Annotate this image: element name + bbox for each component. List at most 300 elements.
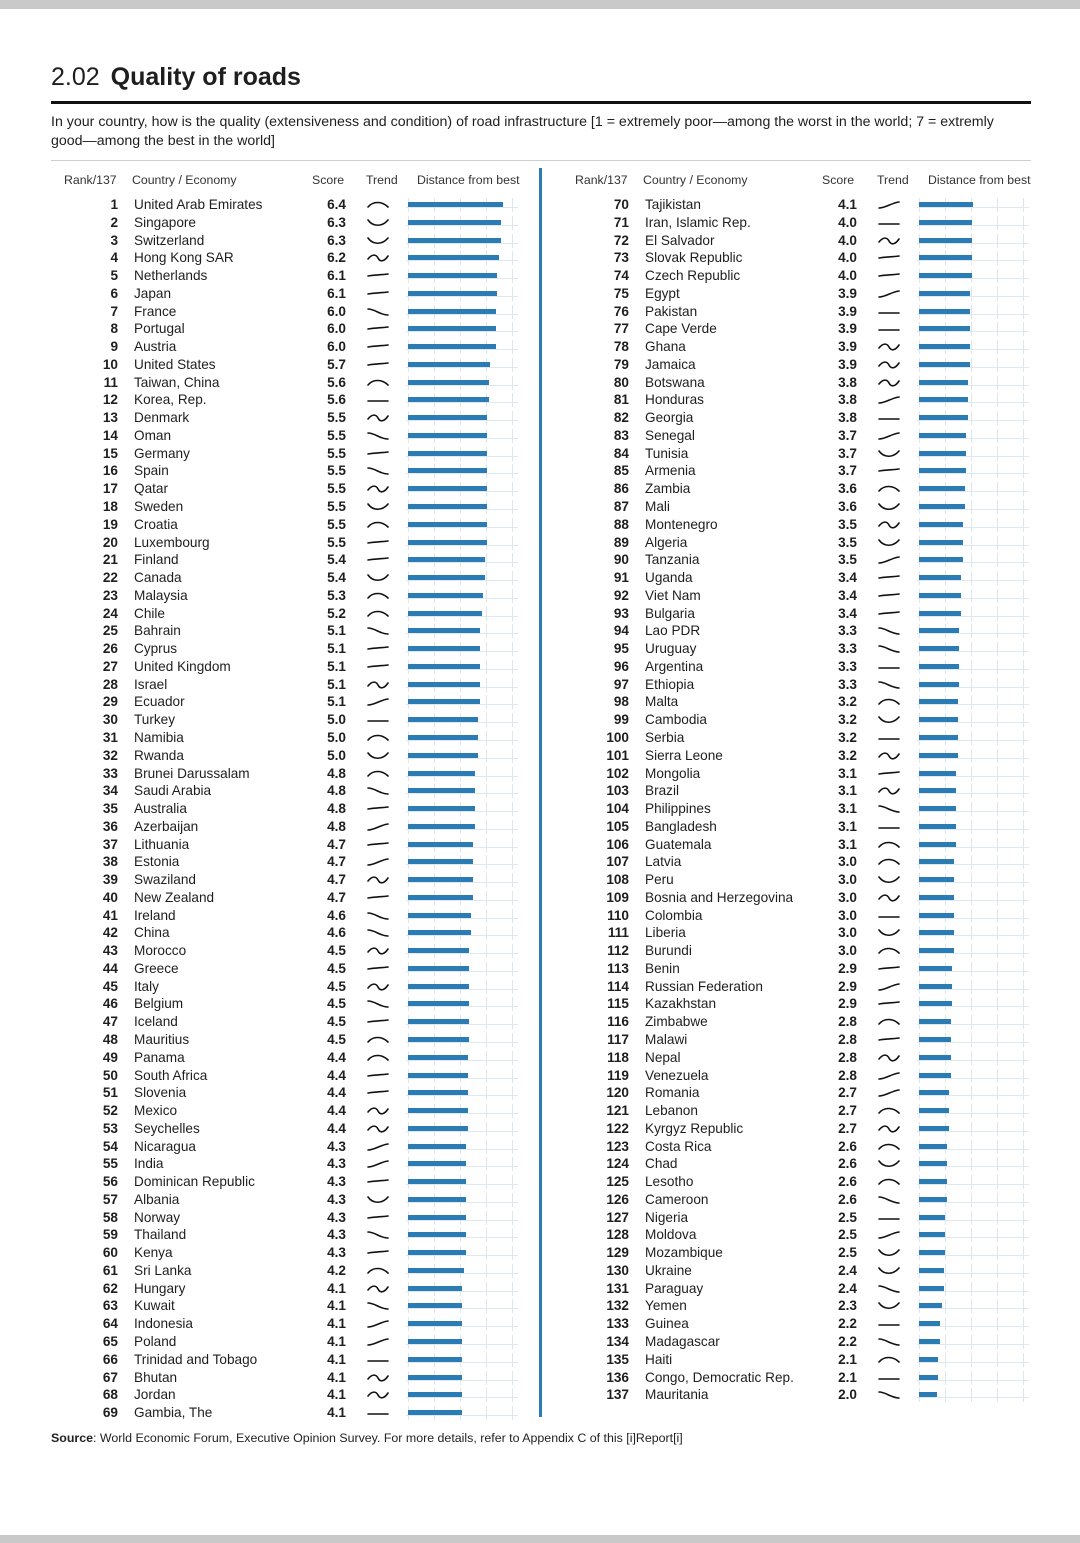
score-cell: 5.5 bbox=[327, 445, 346, 461]
score-bar bbox=[408, 948, 469, 953]
score-bar bbox=[919, 309, 970, 314]
trend-line bbox=[879, 380, 899, 386]
track-baseline bbox=[406, 1273, 518, 1274]
score-cell: 2.2 bbox=[838, 1334, 857, 1349]
track-baseline bbox=[917, 545, 1029, 546]
trend-sparkline-icon bbox=[877, 874, 901, 886]
country-cell: Argentina bbox=[645, 658, 704, 674]
rank-cell: 18 bbox=[102, 499, 118, 515]
track-gridline bbox=[512, 838, 513, 852]
country-cell: Germany bbox=[134, 445, 190, 461]
score-bar bbox=[408, 895, 473, 900]
track-gridline bbox=[997, 589, 998, 603]
trend-sparkline-icon bbox=[366, 1105, 390, 1117]
trend-line bbox=[368, 345, 388, 347]
track-gridline bbox=[997, 1353, 998, 1367]
header-distance-left: Distance from best bbox=[417, 173, 520, 187]
country-cell: Jordan bbox=[134, 1387, 176, 1403]
trend-line bbox=[368, 1144, 388, 1150]
score-cell: 3.0 bbox=[838, 854, 857, 870]
track-gridline bbox=[997, 820, 998, 834]
trend-sparkline-icon bbox=[877, 1105, 901, 1117]
rank-cell: 137 bbox=[606, 1387, 629, 1403]
score-cell: 3.4 bbox=[838, 587, 857, 603]
track-baseline bbox=[406, 580, 518, 581]
score-cell: 3.8 bbox=[838, 392, 857, 408]
track-gridline bbox=[997, 1371, 998, 1385]
rank-cell: 51 bbox=[102, 1085, 118, 1101]
rank-cell: 19 bbox=[102, 516, 118, 532]
trend-line bbox=[879, 540, 899, 545]
track-baseline bbox=[406, 776, 518, 777]
track-baseline bbox=[406, 740, 518, 741]
track-gridline bbox=[971, 997, 972, 1011]
question-description: In your country, how is the quality (extensiveness and condition) of road infrastructure [1 = extremely poor—among the worst in the world; 7 = extremly good—among the best in the world] bbox=[51, 114, 994, 149]
country-cell: Chad bbox=[645, 1156, 678, 1172]
track-baseline bbox=[406, 864, 518, 865]
distance-track bbox=[917, 1102, 1029, 1120]
distance-track bbox=[917, 249, 1029, 267]
trend-sparkline-icon bbox=[366, 803, 390, 815]
track-baseline bbox=[917, 456, 1029, 457]
track-baseline bbox=[406, 847, 518, 848]
distance-track bbox=[406, 1067, 518, 1085]
trend-line bbox=[368, 1375, 388, 1381]
track-baseline bbox=[917, 562, 1029, 563]
track-gridline bbox=[486, 695, 487, 709]
country-cell: Algeria bbox=[645, 534, 688, 550]
track-gridline bbox=[1023, 1175, 1024, 1189]
score-bar bbox=[408, 1055, 468, 1060]
track-gridline bbox=[1023, 1140, 1024, 1154]
trend-line bbox=[879, 1286, 899, 1292]
trend-line bbox=[368, 238, 388, 243]
score-cell: 2.9 bbox=[838, 960, 857, 976]
trend-line bbox=[879, 504, 899, 509]
trend-line bbox=[879, 772, 899, 774]
track-gridline bbox=[997, 269, 998, 283]
rank-cell: 17 bbox=[102, 481, 118, 497]
distance-track bbox=[917, 1031, 1029, 1049]
track-gridline bbox=[512, 891, 513, 905]
track-gridline bbox=[512, 731, 513, 745]
track-gridline bbox=[486, 1317, 487, 1331]
country-cell: Lao PDR bbox=[645, 623, 701, 639]
track-gridline bbox=[486, 944, 487, 958]
country-cell: Netherlands bbox=[134, 268, 208, 284]
track-baseline bbox=[917, 367, 1029, 368]
distance-track bbox=[406, 853, 518, 871]
trend-sparkline-icon bbox=[366, 1354, 390, 1366]
score-bar bbox=[919, 273, 972, 278]
score-cell: 2.1 bbox=[838, 1351, 857, 1367]
trend-sparkline-icon bbox=[877, 679, 901, 691]
country-cell: Haiti bbox=[645, 1351, 673, 1367]
trend-line bbox=[368, 682, 388, 688]
track-gridline bbox=[512, 251, 513, 265]
score-bar bbox=[408, 1286, 462, 1291]
rank-cell: 76 bbox=[613, 303, 629, 319]
track-gridline bbox=[1023, 607, 1024, 621]
track-gridline bbox=[945, 1299, 946, 1313]
track-gridline bbox=[971, 1086, 972, 1100]
score-bar bbox=[408, 1250, 466, 1255]
track-gridline bbox=[1023, 1353, 1024, 1367]
score-cell: 3.3 bbox=[838, 623, 857, 639]
trend-sparkline-icon bbox=[877, 483, 901, 495]
trend-sparkline-icon bbox=[366, 963, 390, 975]
distance-track bbox=[406, 1297, 518, 1315]
track-gridline bbox=[1023, 802, 1024, 816]
track-gridline bbox=[1023, 1051, 1024, 1065]
country-cell: Colombia bbox=[645, 907, 703, 923]
trend-sparkline-icon bbox=[877, 821, 901, 833]
trend-sparkline-icon bbox=[366, 608, 390, 620]
track-baseline bbox=[406, 349, 518, 350]
distance-track bbox=[917, 1351, 1029, 1369]
trend-sparkline-icon bbox=[877, 519, 901, 531]
country-cell: Ghana bbox=[645, 339, 686, 355]
score-bar bbox=[919, 966, 952, 971]
rank-cell: 83 bbox=[613, 427, 629, 443]
track-gridline bbox=[997, 962, 998, 976]
track-gridline bbox=[1023, 1086, 1024, 1100]
score-cell: 3.8 bbox=[838, 374, 857, 390]
distance-track bbox=[917, 338, 1029, 356]
score-cell: 2.1 bbox=[838, 1369, 857, 1385]
track-gridline bbox=[512, 909, 513, 923]
track-gridline bbox=[1023, 891, 1024, 905]
trend-line bbox=[368, 1392, 388, 1398]
indicator-name: Quality of roads bbox=[110, 63, 301, 91]
trend-sparkline-icon bbox=[877, 341, 901, 353]
track-baseline bbox=[917, 1060, 1029, 1061]
trend-line bbox=[879, 1161, 899, 1166]
distance-track bbox=[917, 800, 1029, 818]
trend-line bbox=[368, 788, 388, 794]
track-gridline bbox=[997, 997, 998, 1011]
score-cell: 3.7 bbox=[838, 463, 857, 479]
track-baseline bbox=[917, 633, 1029, 634]
rank-cell: 113 bbox=[607, 960, 629, 976]
rank-cell: 47 bbox=[102, 1014, 118, 1030]
rank-cell: 133 bbox=[606, 1316, 629, 1332]
track-gridline bbox=[997, 1193, 998, 1207]
score-bar bbox=[919, 895, 954, 900]
trend-sparkline-icon bbox=[877, 359, 901, 371]
track-gridline bbox=[997, 784, 998, 798]
country-cell: Kenya bbox=[134, 1245, 173, 1261]
country-cell: Kyrgyz Republic bbox=[645, 1120, 744, 1136]
track-gridline bbox=[486, 1193, 487, 1207]
trend-sparkline-icon bbox=[877, 732, 901, 744]
distance-track bbox=[406, 1209, 518, 1227]
track-baseline bbox=[406, 704, 518, 705]
track-gridline bbox=[1023, 909, 1024, 923]
country-cell: Malaysia bbox=[134, 587, 188, 603]
rank-cell: 24 bbox=[102, 605, 118, 621]
track-baseline bbox=[917, 811, 1029, 812]
trend-sparkline-icon bbox=[877, 696, 901, 708]
trend-sparkline-icon bbox=[366, 252, 390, 264]
trend-line bbox=[368, 1251, 388, 1253]
track-gridline bbox=[997, 234, 998, 248]
track-gridline bbox=[1023, 624, 1024, 638]
rank-cell: 129 bbox=[606, 1245, 629, 1261]
track-gridline bbox=[486, 749, 487, 763]
rank-cell: 87 bbox=[613, 499, 629, 515]
country-cell: Malawi bbox=[645, 1031, 688, 1047]
score-bar bbox=[919, 1392, 937, 1397]
rank-cell: 46 bbox=[102, 996, 118, 1012]
rank-cell: 55 bbox=[102, 1156, 118, 1172]
track-gridline bbox=[1023, 1193, 1024, 1207]
track-gridline bbox=[486, 1211, 487, 1225]
track-gridline bbox=[1023, 838, 1024, 852]
rank-cell: 28 bbox=[102, 676, 118, 692]
country-cell: Egypt bbox=[645, 285, 680, 301]
track-gridline bbox=[971, 1015, 972, 1029]
trend-sparkline-icon bbox=[366, 839, 390, 851]
track-gridline bbox=[1023, 749, 1024, 763]
rank-cell: 30 bbox=[102, 712, 118, 728]
track-baseline bbox=[406, 420, 518, 421]
score-cell: 3.9 bbox=[838, 285, 857, 301]
trend-line bbox=[879, 930, 899, 935]
score-cell: 4.8 bbox=[327, 783, 346, 799]
track-gridline bbox=[512, 660, 513, 674]
trend-line bbox=[879, 984, 899, 990]
distance-track bbox=[406, 693, 518, 711]
rank-cell: 91 bbox=[613, 570, 629, 586]
track-baseline bbox=[406, 1095, 518, 1096]
score-bar bbox=[408, 1303, 462, 1308]
score-bar bbox=[408, 522, 487, 527]
track-gridline bbox=[971, 1299, 972, 1313]
trend-sparkline-icon bbox=[877, 270, 901, 282]
country-cell: Trinidad and Tobago bbox=[134, 1351, 258, 1367]
track-gridline bbox=[486, 820, 487, 834]
track-gridline bbox=[1023, 695, 1024, 709]
track-gridline bbox=[997, 624, 998, 638]
trend-line bbox=[879, 877, 899, 882]
country-cell: Nepal bbox=[645, 1049, 681, 1065]
track-gridline bbox=[997, 340, 998, 354]
track-gridline bbox=[1023, 305, 1024, 319]
trend-line bbox=[368, 363, 388, 365]
score-bar bbox=[919, 1108, 949, 1113]
score-cell: 2.9 bbox=[838, 996, 857, 1012]
trend-sparkline-icon bbox=[366, 572, 390, 584]
score-cell: 2.7 bbox=[838, 1085, 857, 1101]
track-baseline bbox=[406, 331, 518, 332]
score-cell: 2.9 bbox=[838, 978, 857, 994]
country-cell: Pakistan bbox=[645, 303, 698, 319]
score-cell: 2.4 bbox=[838, 1280, 857, 1296]
trend-sparkline-icon bbox=[877, 1265, 901, 1277]
track-gridline bbox=[512, 518, 513, 532]
trend-line bbox=[368, 1197, 388, 1202]
score-cell: 4.1 bbox=[838, 197, 857, 212]
track-gridline bbox=[997, 1069, 998, 1083]
track-gridline bbox=[971, 1140, 972, 1154]
track-gridline bbox=[971, 749, 972, 763]
trend-sparkline-icon bbox=[366, 981, 390, 993]
trend-line bbox=[368, 913, 388, 919]
track-gridline bbox=[971, 855, 972, 869]
country-cell: Guatemala bbox=[645, 836, 712, 852]
distance-track bbox=[917, 622, 1029, 640]
track-baseline bbox=[917, 722, 1029, 723]
trend-sparkline-icon bbox=[366, 1070, 390, 1082]
rank-cell: 100 bbox=[606, 729, 629, 745]
score-bar bbox=[408, 1126, 468, 1131]
track-gridline bbox=[1023, 589, 1024, 603]
trend-sparkline-icon bbox=[366, 732, 390, 744]
score-cell: 3.2 bbox=[838, 712, 857, 728]
country-cell: Albania bbox=[134, 1191, 180, 1207]
score-bar bbox=[919, 1179, 947, 1184]
score-bar bbox=[919, 557, 963, 562]
score-bar bbox=[408, 646, 480, 651]
score-bar bbox=[408, 1161, 466, 1166]
track-baseline bbox=[917, 1113, 1029, 1114]
track-gridline bbox=[971, 731, 972, 745]
track-baseline bbox=[406, 243, 518, 244]
trend-line bbox=[368, 984, 388, 990]
trend-sparkline-icon bbox=[366, 1389, 390, 1401]
rank-cell: 44 bbox=[102, 960, 118, 976]
track-gridline bbox=[1023, 1122, 1024, 1136]
track-gridline bbox=[971, 1353, 972, 1367]
rank-cell: 118 bbox=[607, 1049, 629, 1065]
distance-track bbox=[917, 1067, 1029, 1085]
track-gridline bbox=[1023, 873, 1024, 887]
track-gridline bbox=[512, 767, 513, 781]
track-gridline bbox=[512, 1406, 513, 1420]
distance-track bbox=[917, 782, 1029, 800]
track-gridline bbox=[486, 962, 487, 976]
distance-track bbox=[917, 445, 1029, 463]
score-bar bbox=[408, 397, 489, 402]
score-bar bbox=[919, 984, 952, 989]
score-bar bbox=[408, 433, 487, 438]
track-gridline bbox=[1023, 1157, 1024, 1171]
track-gridline bbox=[512, 376, 513, 390]
distance-track bbox=[406, 640, 518, 658]
track-baseline bbox=[406, 367, 518, 368]
track-gridline bbox=[997, 571, 998, 585]
trend-sparkline-icon bbox=[366, 625, 390, 637]
rank-cell: 70 bbox=[613, 197, 629, 212]
track-gridline bbox=[945, 1211, 946, 1225]
track-gridline bbox=[1023, 713, 1024, 727]
track-gridline bbox=[512, 1371, 513, 1385]
track-baseline bbox=[406, 527, 518, 528]
header-score-right: Score bbox=[822, 173, 855, 187]
trend-line bbox=[368, 203, 388, 208]
track-baseline bbox=[406, 491, 518, 492]
track-gridline bbox=[1023, 553, 1024, 567]
track-gridline bbox=[997, 607, 998, 621]
country-cell: South Africa bbox=[134, 1067, 208, 1083]
score-bar bbox=[919, 486, 965, 491]
track-baseline bbox=[917, 793, 1029, 794]
track-gridline bbox=[512, 678, 513, 692]
track-gridline bbox=[945, 1335, 946, 1349]
track-baseline bbox=[917, 473, 1029, 474]
score-bar bbox=[408, 557, 485, 562]
trend-sparkline-icon bbox=[877, 1123, 901, 1135]
track-gridline bbox=[1023, 376, 1024, 390]
track-gridline bbox=[1023, 536, 1024, 550]
distance-track bbox=[917, 924, 1029, 942]
trend-sparkline-icon bbox=[877, 945, 901, 957]
distance-track bbox=[406, 676, 518, 694]
trend-sparkline-icon bbox=[877, 927, 901, 939]
score-bar bbox=[408, 806, 475, 811]
distance-track bbox=[917, 427, 1029, 445]
rank-cell: 77 bbox=[613, 321, 629, 337]
score-cell: 6.2 bbox=[327, 250, 346, 266]
track-gridline bbox=[945, 1317, 946, 1331]
track-gridline bbox=[512, 1175, 513, 1189]
track-gridline bbox=[512, 571, 513, 585]
country-cell: Hungary bbox=[134, 1280, 186, 1296]
track-gridline bbox=[512, 1086, 513, 1100]
track-baseline bbox=[917, 900, 1029, 901]
score-cell: 4.1 bbox=[327, 1387, 346, 1403]
track-gridline bbox=[486, 589, 487, 603]
track-gridline bbox=[997, 411, 998, 425]
track-baseline bbox=[917, 1397, 1029, 1398]
track-baseline bbox=[917, 616, 1029, 617]
country-cell: Poland bbox=[134, 1334, 177, 1349]
track-baseline bbox=[917, 580, 1029, 581]
track-gridline bbox=[997, 553, 998, 567]
score-cell: 5.1 bbox=[327, 641, 346, 657]
country-cell: Chile bbox=[134, 605, 165, 621]
track-gridline bbox=[997, 1388, 998, 1402]
trend-line bbox=[368, 255, 388, 261]
track-gridline bbox=[1023, 482, 1024, 496]
score-cell: 2.8 bbox=[838, 1067, 857, 1083]
country-cell: Slovenia bbox=[134, 1085, 187, 1101]
score-cell: 4.0 bbox=[838, 250, 857, 266]
distance-track bbox=[406, 1315, 518, 1333]
trend-line bbox=[368, 433, 388, 439]
track-baseline bbox=[917, 385, 1029, 386]
trend-sparkline-icon bbox=[877, 1087, 901, 1099]
rank-cell: 103 bbox=[606, 783, 629, 799]
country-cell: Gambia, The bbox=[134, 1405, 213, 1421]
distance-track bbox=[917, 267, 1029, 285]
track-gridline bbox=[971, 589, 972, 603]
score-cell: 4.3 bbox=[327, 1156, 346, 1172]
country-cell: Iceland bbox=[134, 1014, 178, 1030]
score-cell: 2.6 bbox=[838, 1138, 857, 1154]
trend-line bbox=[368, 896, 388, 898]
rank-cell: 43 bbox=[102, 943, 118, 959]
track-gridline bbox=[486, 1371, 487, 1385]
rank-cell: 10 bbox=[102, 356, 118, 372]
track-baseline bbox=[406, 669, 518, 670]
country-cell: Estonia bbox=[134, 854, 180, 870]
rank-cell: 54 bbox=[102, 1138, 118, 1154]
rank-cell: 58 bbox=[102, 1209, 118, 1225]
track-gridline bbox=[1023, 1371, 1024, 1385]
score-bar bbox=[919, 842, 956, 847]
